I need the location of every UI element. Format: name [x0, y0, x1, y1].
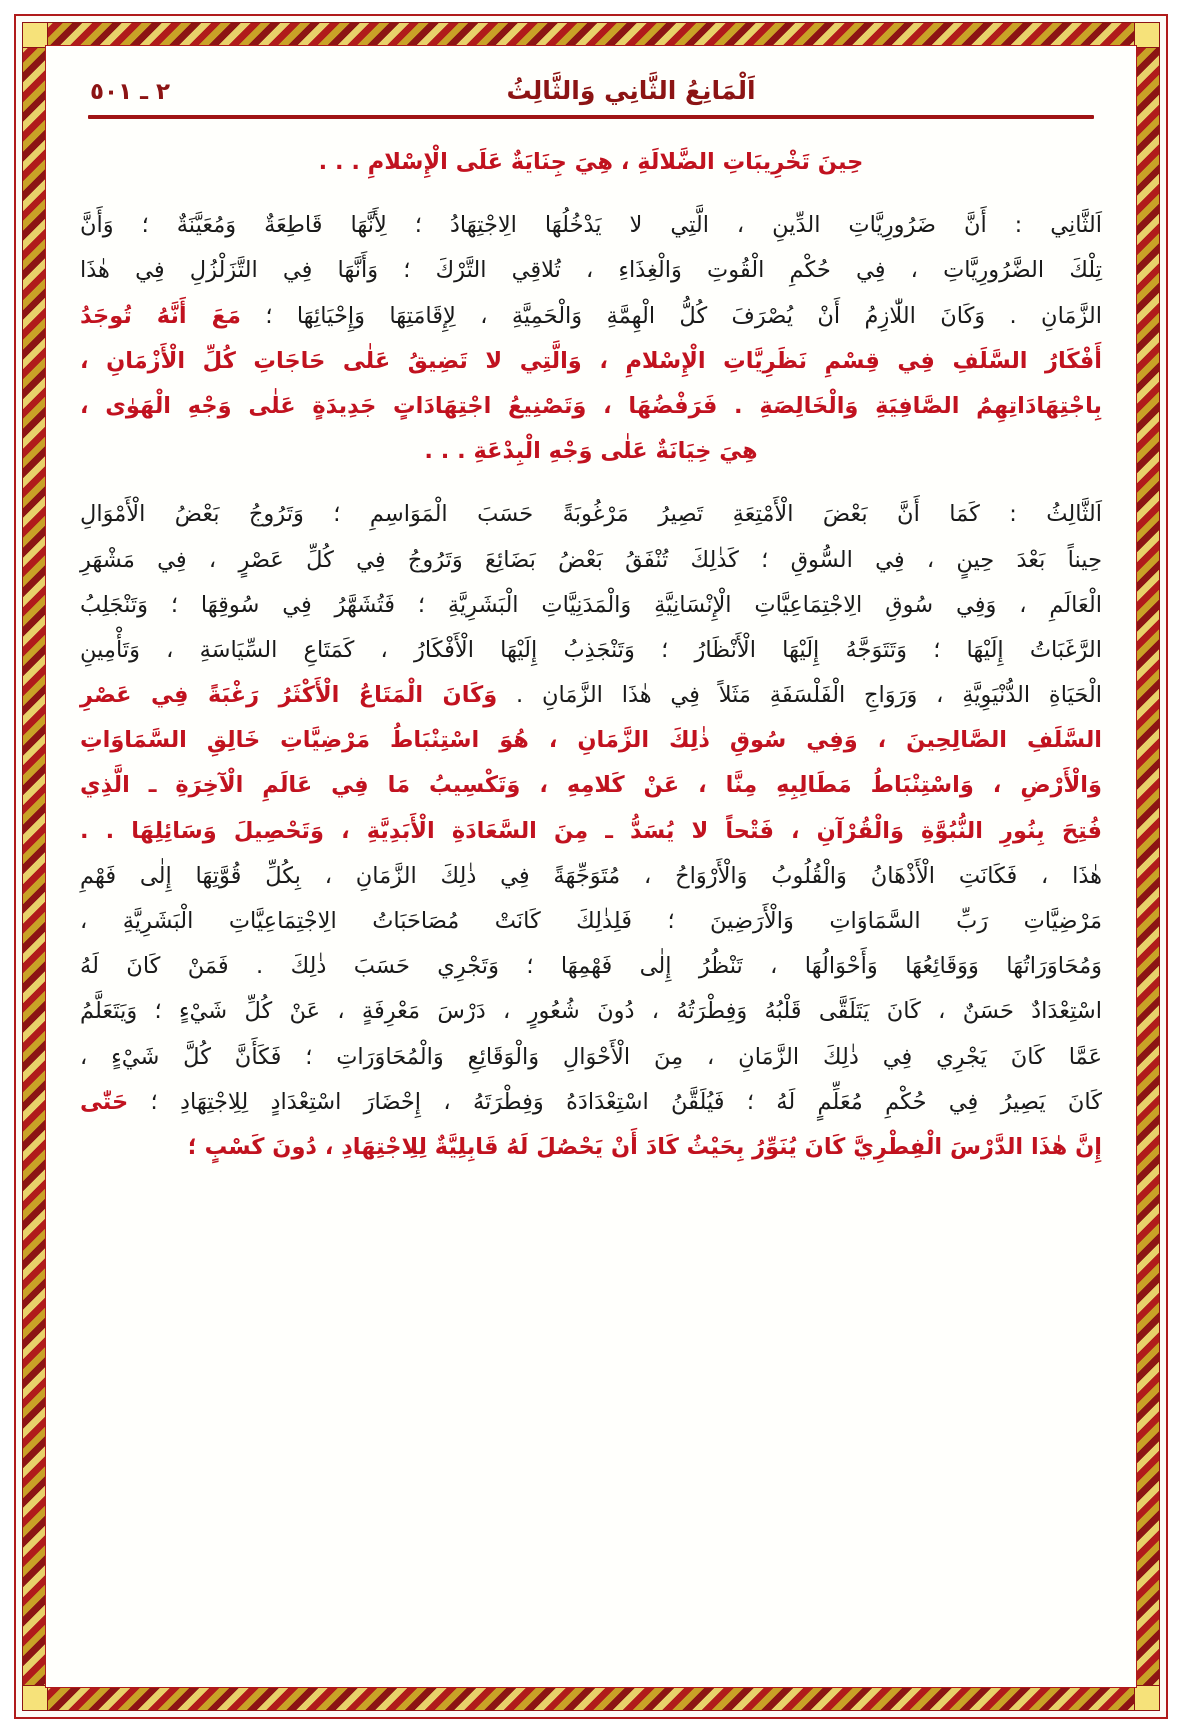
header-divider: [88, 115, 1094, 119]
paragraph-line: مَرْضِيَّاتِ رَبِّ السَّمَاوَاتِ وَالْأَرَضِينَ ؛ فَلِذٰلِكَ كَانَتْ مُصَاحَبَاتُ الِاجْتِمَاعِيَّاتِ الْبَشَرِيَّةِ ،: [80, 908, 1102, 934]
paragraph-line: وَالْأَرْضِ ، وَاسْتِنْبَاطُ مَطَالِبِهِ مِنَّا ، عَنْ كَلامِهِ ، وَتَكْسِيبُ مَا فِي عَالَمِ الْآخِرَةِ ـ الَّذِي: [80, 772, 1102, 799]
paragraph-line: اَلثَّالِثُ : كَمَا أَنَّ بَعْضَ الْأَمْتِعَةِ تَصِيرُ مَرْغُوبَةً حَسَبَ الْمَوَاسِمِ ؛ وَتَرُوجُ بَعْضُ الْأَمْوَالِ: [80, 501, 1102, 528]
paragraph-line: هٰذَا ، فَكَانَتِ الْأَذْهَانُ وَالْقُلُوبُ وَالْأَرْوَاحُ ، مُتَوَجِّهَةً فِي ذٰلِكَ الزَّمَانِ ، بِكُلِّ قُوَّتِهَا إِلٰى فَهْمِ: [80, 862, 1102, 889]
paragraph-line: [80, 1081, 1102, 1124]
paragraph-line: هِيَ خِيَانَةٌ عَلٰى وَجْهِ الْبِدْعَةِ . . .: [424, 438, 758, 465]
paragraph-line: الْعَالَمِ ، وَفِي سُوقِ الِاجْتِمَاعِيَّاتِ الْإِنْسَانِيَّةِ وَالْمَدَنِيَّاتِ الْبَشَرِيَّةِ ؛ فَتُشَهَّرُ فِي سُوقِهَا ؛ وَتَنْجَلِبُ: [80, 591, 1102, 618]
text-segment-red: وَكَانَ الْمَتَاعُ الْأَكْثَرُ رَغْبَةً فِي عَصْرِ: [80, 682, 498, 709]
text-segment-black: الزَّمَانِ . وَكَانَ اللّٰازِمُ أَنْ يُصْرَفَ كُلُّ الْهِمَّةِ وَالْحَمِيَّةِ ، لِإِقَامَتِهَا وَإِحْيَائِهَا ؛: [265, 302, 1102, 329]
corner-ornament-top-right: [1134, 22, 1160, 48]
page-border-outer: [14, 14, 1168, 1719]
text-segment-black: الْحَيَاةِ الدُّنْيَوِيَّةِ ، وَرَوَاجِ الْفَلْسَفَةِ مَثَلاً فِي هٰذَا الزَّمَانِ .: [516, 682, 1102, 709]
corner-ornament-bottom-left: [22, 1685, 48, 1711]
paragraph-line: الرَّغَبَاتُ إِلَيْهَا ؛ وَتَتَوَجَّهُ إِلَيْهَا الْأَنْظَارُ ؛ وَتَنْجَذِبُ إِلَيْهَا الْأَفْكَارُ ، كَمَتَاعِ السِّيَاسَةِ ، وَتَأْمِينِ: [80, 636, 1102, 663]
page-header: [80, 72, 1102, 105]
paragraph-line: أَفْكَارُ السَّلَفِ فِي قِسْمِ نَظَرِيَّاتِ الْإِسْلامِ ، وَالَّتِي لا تَضِيقُ عَلٰى حَاجَاتِ كُلِّ الْأَزْمَانِ ،: [80, 347, 1102, 374]
paragraph-line: حِيناً بَعْدَ حِينٍ ، فِي السُّوقِ ؛ كَذٰلِكَ تُنْفَقُ بَعْضُ بَضَائِعَ وَتَرُوجُ فِي كُلِّ عَصْرٍ ، فِي مَشْهَرِ: [80, 546, 1102, 573]
corner-ornament-bottom-right: [1134, 1685, 1160, 1711]
paragraph-line: اَلثَّانِي : أَنَّ ضَرُورِيَّاتِ الدِّينِ ، الَّتِي لا يَدْخُلُهَا الِاجْتِهَادُ ؛ لِأَنَّهَا قَاطِعَةٌ وَمُعَيَّنَةٌ ؛ وَأَنَّ: [80, 212, 1102, 239]
paragraph-line: اسْتِعْدَادٌ حَسَنٌ ، كَانَ يَتَلَقَّى قَلْبُهُ وَفِطْرَتُهُ ، دُونَ شُعُورٍ ، دَرْسَ مَعْرِفَةٍ ، عَنْ كُلِّ شَيْءٍ ؛ وَيَتَعَلَّمُ: [80, 998, 1102, 1025]
decorative-border-band: [22, 22, 1160, 1711]
paragraph-line: وَمُحَاوَرَاتُهَا وَوَقَائِعُهَا وَأَحْوَالُهَا ، تَنْظُرُ إِلٰى فَهْمِهَا ؛ وَتَجْرِي حَسَبَ ذٰلِكَ . فَمَنْ كَانَ لَهُ: [80, 953, 1102, 980]
paragraph-line: السَّلَفِ الصَّالِحِينَ ، وَفِي سُوقِ ذٰلِكَ الزَّمَانِ ، هُوَ اسْتِنْبَاطُ مَرْضِيَّاتِ خَالِقِ السَّمَاوَاتِ: [80, 727, 1102, 754]
paragraph-line: حِينَ تَخْرِيبَاتِ الضَّلالَةِ ، هِيَ جِنَايَةٌ عَلَى الْإِسْلامِ . . .: [318, 149, 864, 175]
paragraph-line: [80, 674, 1102, 717]
paragraph-line: فُتِحَ بِنُورِ النُّبُوَّةِ وَالْقُرْآنِ ، فَتْحاً لا يُسَدُّ ـ مِنَ السَّعَادَةِ الْأَبَدِيَّةِ ، وَتَحْصِيلَ وَسَائِلِهَا . .: [80, 817, 1102, 844]
text-segment-black: كَانَ يَصِيرُ فِي حُكْمِ مُعَلِّمٍ لَهُ ؛ فَيُلَقَّنُ اسْتِعْدَادَهُ وَفِطْرَتَهُ ، إِحْضَارَ اسْتِعْدَادٍ لِلِاجْتِهَادِ ؛: [150, 1088, 1103, 1115]
page-number: ٢ ـ ٥٠١: [90, 79, 171, 105]
paragraph-line: [80, 295, 1102, 338]
page-title: اَلْمَانِعُ الثَّانِي وَالثَّالِثُ: [506, 76, 756, 105]
text-segment-red: مَعَ أَنَّهُ تُوجَدُ: [80, 302, 241, 329]
paragraph-line: عَمَّا كَانَ يَجْرِي فِي ذٰلِكَ الزَّمَانِ ، مِنَ الْأَحْوَالِ وَالْوَقَائِعِ وَالْمُحَاوَرَاتِ ؛ فَكَأَنَّ كُلَّ شَيْءٍ ،: [80, 1043, 1102, 1070]
paragraph-line: تِلْكَ الضَّرُورِيَّاتِ ، فِي حُكْمِ الْقُوتِ وَالْغِذَاءِ ، تُلاقِي التَّرْكَ ؛ وَأَنَّهَا فِي التَّزَلْزُلِ فِي هٰذَا: [80, 257, 1102, 284]
paragraph-line: إِنَّ هٰذَا الدَّرْسَ الْفِطْرِيَّ كَانَ يُنَوِّرُ بِحَيْثُ كَادَ أَنْ يَحْصُلَ لَهُ قَابِلِيَّةٌ لِلِاجْتِهَادِ ، دُونَ كَسْبٍ ؛: [187, 1133, 1102, 1160]
text-segment-red: حَتّٰى: [80, 1088, 129, 1115]
paragraph-line: بِاجْتِهَادَاتِهِمُ الصَّافِيَةِ وَالْخَالِصَةِ . فَرَفْضُهَا ، وَتَصْنِيعُ اجْتِهَادَاتٍ جَدِيدَةٍ عَلٰى وَجْهِ الْهَوٰى ،: [80, 392, 1102, 419]
page-content-area: [45, 45, 1137, 1688]
body-text: [80, 141, 1102, 1169]
